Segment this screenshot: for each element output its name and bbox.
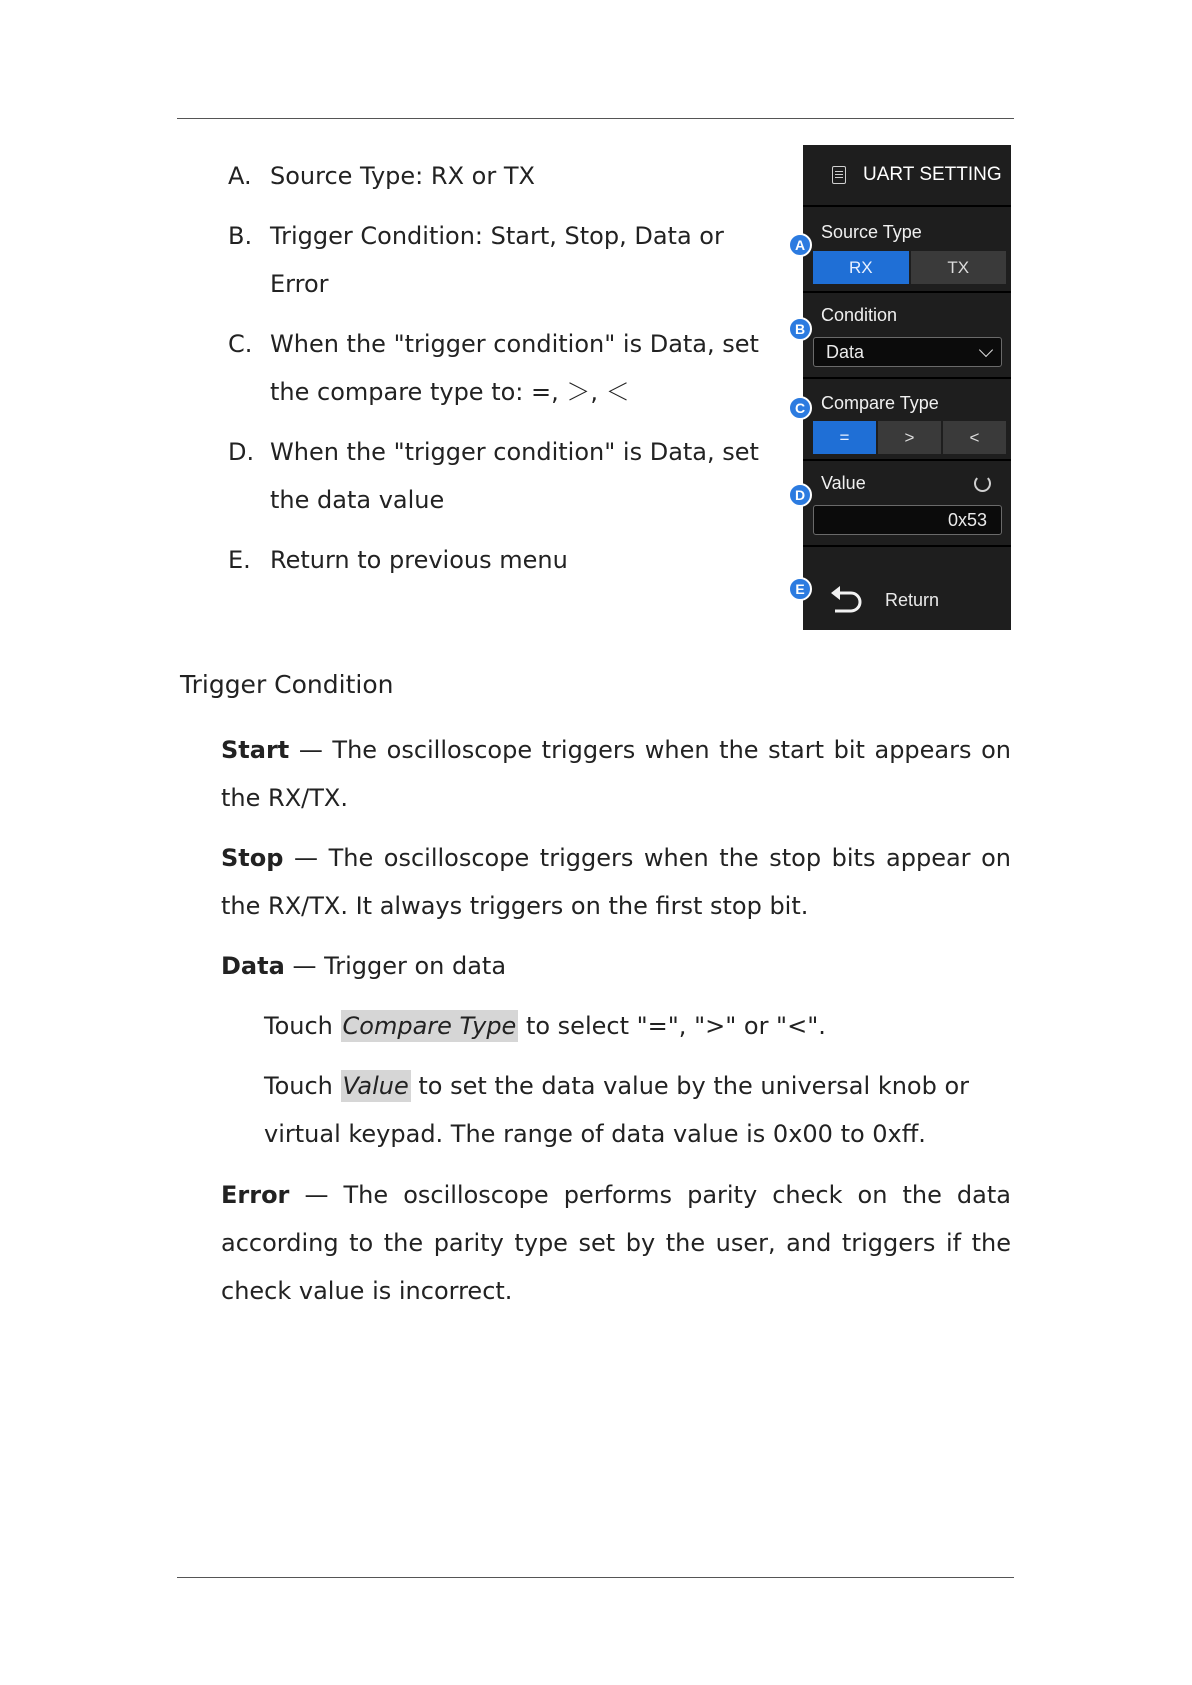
refresh-icon[interactable] bbox=[974, 475, 991, 492]
compare-equal-button[interactable]: = bbox=[813, 421, 876, 454]
touch-compare-paragraph: Touch Compare Type to select "=", ">" or "<". bbox=[264, 1012, 826, 1040]
return-label: Return bbox=[885, 589, 940, 610]
legend-item-b: B. Trigger Condition: Start, Stop, Data or Error bbox=[228, 222, 724, 298]
value-term: Value bbox=[342, 1072, 409, 1100]
value-field[interactable] bbox=[813, 505, 1002, 535]
divider bbox=[803, 377, 1011, 379]
source-rx-button[interactable]: RX bbox=[813, 251, 909, 284]
error-paragraph bbox=[221, 1171, 1011, 1315]
legend-item-c: C. When the "trigger condition" is Data, set the compare type to: =, ＞, ＜ bbox=[228, 330, 759, 406]
legend-item-d: D. When the "trigger condition" is Data, set the data value bbox=[228, 438, 759, 514]
return-button[interactable] bbox=[803, 570, 1011, 630]
legend-list bbox=[228, 152, 768, 596]
marker-a: A bbox=[788, 233, 812, 257]
panel-title: UART SETTING bbox=[863, 164, 1002, 185]
compare-type-label: Compare Type bbox=[821, 393, 939, 413]
section-heading: Trigger Condition bbox=[180, 670, 394, 699]
source-tx-button[interactable]: TX bbox=[911, 251, 1007, 284]
marker-b: B bbox=[788, 317, 812, 341]
value-label: Value bbox=[821, 473, 866, 493]
panel-header bbox=[803, 145, 1011, 205]
start-paragraph bbox=[221, 726, 1011, 822]
document-icon bbox=[832, 166, 846, 184]
condition-dropdown[interactable] bbox=[813, 337, 1002, 367]
error-text: — The oscilloscope performs parity check on the data according to the parity type set by the user, and triggers if the check value is incorrect. bbox=[221, 1181, 1011, 1305]
value-text: 0x53 bbox=[947, 509, 987, 530]
error-term: Error bbox=[221, 1181, 290, 1209]
compare-greater-button[interactable]: > bbox=[878, 421, 941, 454]
legend-item-e: E. Return to previous menu bbox=[228, 546, 568, 574]
compare-type-term: Compare Type bbox=[342, 1012, 517, 1040]
data-term: Data bbox=[221, 952, 285, 980]
chevron-down-icon bbox=[979, 342, 993, 356]
marker-e: E bbox=[788, 577, 812, 601]
source-type-toggle bbox=[813, 251, 1006, 284]
compare-less-button[interactable]: < bbox=[943, 421, 1006, 454]
stop-paragraph bbox=[221, 834, 1011, 930]
start-text: — The oscilloscope triggers when the start bit appears on the RX/TX. bbox=[221, 736, 1011, 812]
condition-value: Data bbox=[826, 341, 865, 362]
data-text: — Trigger on data bbox=[292, 952, 507, 980]
stop-text: — The oscilloscope triggers when the stop bits appear on the RX/TX. It always triggers on the first stop bit. bbox=[221, 844, 1012, 920]
touch-value-paragraph: Touch Value to set the data value by the universal knob or virtual keypad. The range of data value is 0x00 to 0xff. bbox=[264, 1072, 970, 1148]
start-term: Start bbox=[221, 736, 290, 764]
condition-label: Condition bbox=[821, 305, 898, 325]
uart-setting-panel bbox=[803, 145, 1011, 630]
divider bbox=[803, 545, 1011, 547]
stop-term: Stop bbox=[221, 844, 284, 872]
marker-d: D bbox=[788, 483, 812, 507]
top-rule bbox=[177, 118, 1014, 119]
marker-c: C bbox=[788, 396, 812, 420]
return-arrow-icon bbox=[829, 585, 865, 615]
data-paragraph bbox=[221, 942, 1011, 990]
legend-item-a: A. Source Type: RX or TX bbox=[228, 162, 535, 190]
divider bbox=[803, 291, 1011, 293]
bottom-rule bbox=[177, 1577, 1014, 1578]
divider bbox=[803, 459, 1011, 461]
divider bbox=[803, 205, 1011, 207]
source-type-label: Source Type bbox=[821, 222, 922, 242]
compare-type-toggle bbox=[813, 421, 1006, 454]
